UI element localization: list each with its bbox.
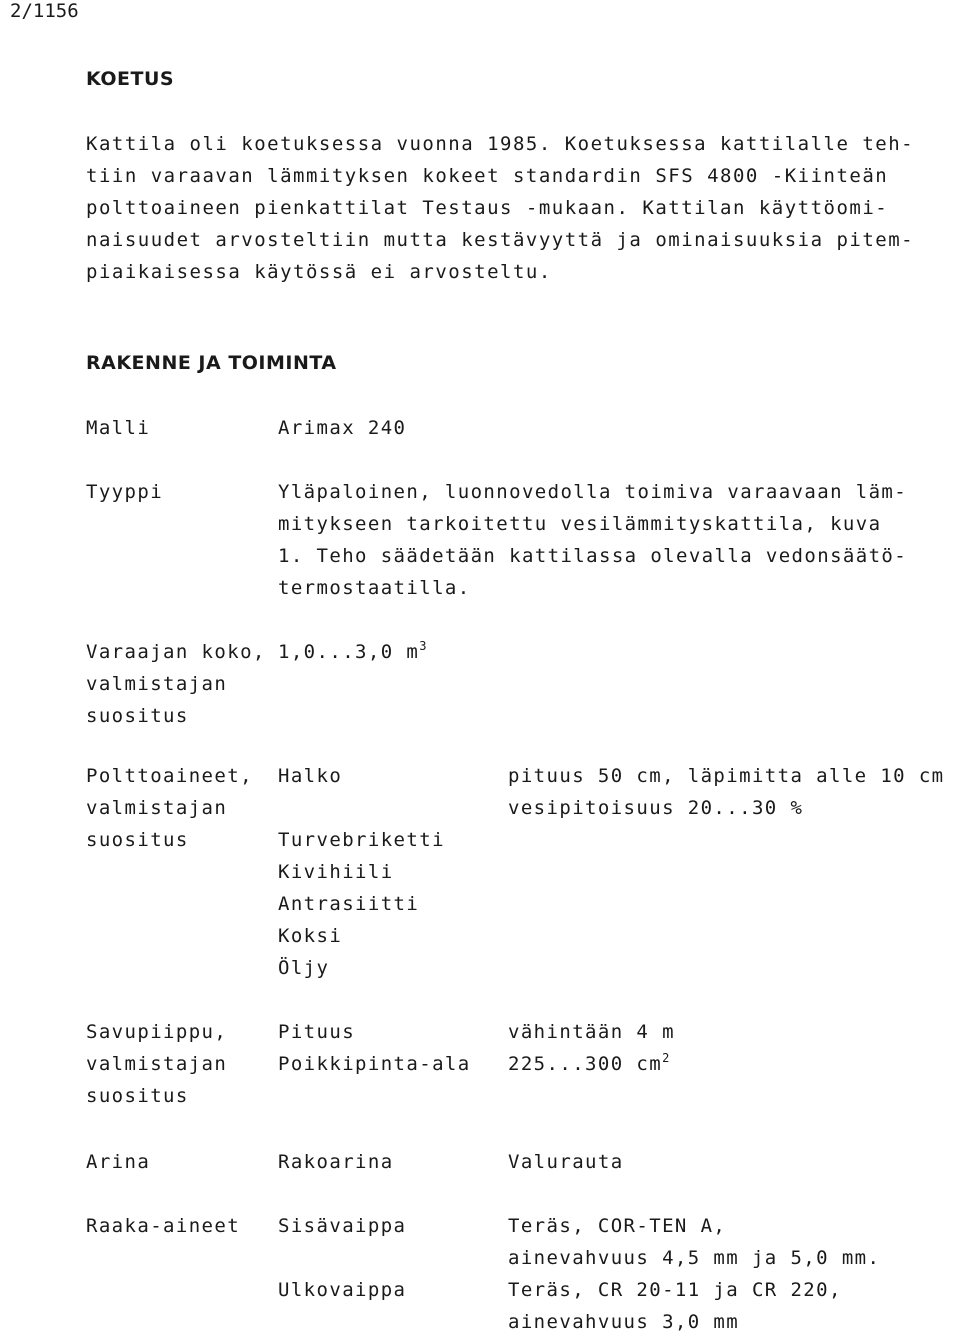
- savupiippu-label: valmistajan: [86, 1053, 228, 1075]
- page-number: 2/1156: [10, 0, 79, 22]
- varaaja-value-text: 1,0...3,0 m: [278, 641, 420, 663]
- tyyppi-line: 1. Teho säädetään kattilassa olevalla vedonsäätö-: [278, 545, 908, 567]
- savupiippu-value: [508, 1048, 671, 1080]
- koetus-line: polttoaineen pienkattilat Testaus -mukaan. Kattilan käyttöomi-: [86, 197, 889, 219]
- varaaja-value: [278, 636, 428, 668]
- savupiippu-value-text: 225...300 cm: [508, 1053, 663, 1075]
- sisavaippa-value: ainevahvuus 4,5 mm ja 5,0 mm.: [508, 1247, 881, 1269]
- savupiippu-value: [508, 1016, 675, 1048]
- sisavaippa-name: Sisävaippa: [278, 1215, 407, 1237]
- arina-name: Rakoarina: [278, 1151, 394, 1173]
- savupiippu-param: Pituus: [278, 1021, 356, 1043]
- tyyppi-label: Tyyppi: [86, 481, 164, 503]
- koetus-line: Kattila oli koetuksessa vuonna 1985. Koetuksessa kattilalle teh-: [86, 133, 915, 155]
- fuel-item: Koksi: [278, 925, 343, 947]
- fuel-halko: Halko: [278, 765, 343, 787]
- koetus-line: piaikaisessa käytössä ei arvosteltu.: [86, 261, 552, 283]
- halko-detail: pituus 50 cm, läpimitta alle 10 cm: [508, 765, 945, 787]
- malli-label: Malli: [86, 417, 151, 439]
- sisavaippa-value: Teräs, COR-TEN A,: [508, 1215, 727, 1237]
- polttoaineet-label: valmistajan: [86, 797, 228, 819]
- varaaja-value-sup: 3: [419, 638, 428, 653]
- savupiippu-param: Poikkipinta-ala: [278, 1053, 471, 1075]
- varaaja-label: Varaajan koko,: [86, 641, 266, 663]
- ulkovaippa-name: Ulkovaippa: [278, 1279, 407, 1301]
- fuel-item: Antrasiitti: [278, 893, 420, 915]
- savupiippu-label: suositus: [86, 1085, 189, 1107]
- koetus-paragraph: [86, 128, 916, 288]
- savupiippu-value-text: vähintään 4 m: [508, 1021, 675, 1043]
- savupiippu-label: Savupiippu,: [86, 1021, 228, 1043]
- malli-value: Arimax 240: [278, 417, 407, 439]
- tyyppi-line: termostaatilla.: [278, 577, 471, 599]
- polttoaineet-label: Polttoaineet,: [86, 765, 253, 787]
- raaka-aineet-label: Raaka-aineet: [86, 1215, 241, 1237]
- fuel-item: Turvebriketti: [278, 829, 445, 851]
- varaaja-label: suositus: [86, 705, 189, 727]
- savupiippu-value-sup: 2: [662, 1050, 671, 1065]
- koetus-heading: KOETUS: [86, 68, 175, 90]
- arina-value: Valurauta: [508, 1151, 624, 1173]
- koetus-line: naisuudet arvosteltiin mutta kestävyyttä ja ominaisuuksia pitem-: [86, 229, 915, 251]
- polttoaineet-label: suositus: [86, 829, 189, 851]
- halko-detail: vesipitoisuus 20...30 %: [508, 797, 804, 819]
- koetus-line: tiin varaavan lämmityksen kokeet standardin SFS 4800 -Kiinteän: [86, 165, 889, 187]
- ulkovaippa-value: Teräs, CR 20-11 ja CR 220,: [508, 1279, 842, 1301]
- tyyppi-line: Yläpaloinen, luonnovedolla toimiva varaavaan läm-: [278, 481, 908, 503]
- arina-label: Arina: [86, 1151, 151, 1173]
- varaaja-label: valmistajan: [86, 673, 228, 695]
- ulkovaippa-value: ainevahvuus 3,0 mm: [508, 1311, 740, 1333]
- rakenne-heading: RAKENNE JA TOIMINTA: [86, 352, 337, 374]
- fuel-item: Kivihiili: [278, 861, 394, 883]
- tyyppi-line: mitykseen tarkoitettu vesilämmityskattila, kuva: [278, 513, 882, 535]
- fuel-item: Öljy: [278, 957, 330, 979]
